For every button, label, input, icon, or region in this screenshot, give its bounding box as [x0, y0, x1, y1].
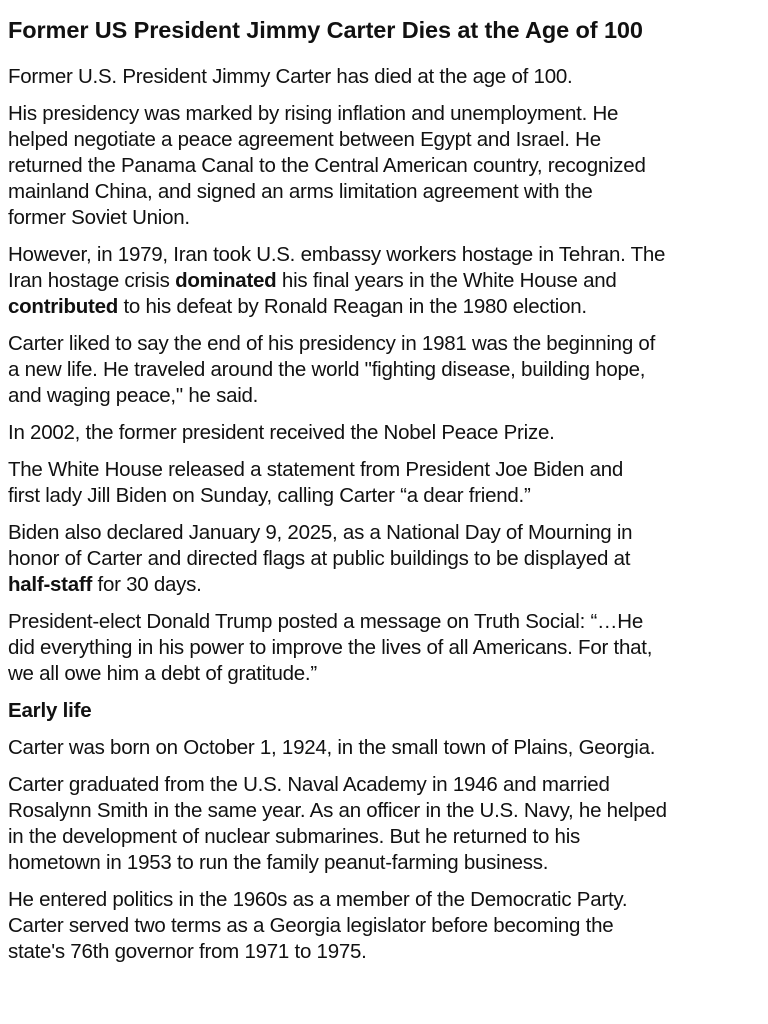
text-line: did everything in his power to improve the lives of all Americans. For that,	[8, 636, 653, 659]
text-line: Biden also declared January 9, 2025, as a National Day of Mourning in	[8, 521, 633, 544]
text-line: returned the Panama Canal to the Central American country, recognized	[8, 154, 646, 177]
text-line: His presidency was marked by rising inflation and unemployment. He	[8, 102, 619, 125]
text-line: hometown in 1953 to run the family peanut-farming business.	[8, 851, 549, 874]
bold-term-half-staff: half-staff	[8, 573, 93, 596]
text-line: Rosalynn Smith in the same year. As an officer in the U.S. Navy, he helped	[8, 799, 667, 822]
paragraph-trump-message	[8, 609, 760, 687]
text-line: first lady Jill Biden on Sunday, calling Carter “a dear friend.”	[8, 484, 531, 507]
paragraph-naval-career	[8, 772, 760, 876]
text-line	[8, 294, 760, 320]
article-title: Former US President Jimmy Carter Dies at the Age of 100	[8, 17, 643, 43]
text-line: we all owe him a debt of gratitude.”	[8, 662, 317, 685]
text-line: former Soviet Union.	[8, 206, 190, 229]
text-line: The White House released a statement from President Joe Biden and	[8, 458, 624, 481]
text-line	[8, 268, 760, 294]
bold-term-dominated: dominated	[175, 269, 277, 292]
text-line	[8, 572, 760, 598]
paragraph-political-career	[8, 887, 760, 965]
text-line: He entered politics in the 1960s as a member of the Democratic Party.	[8, 888, 628, 911]
text-line: in the development of nuclear submarines. But he returned to his	[8, 825, 581, 848]
text-segment: his final years in the White House and	[276, 269, 617, 292]
text-line: However, in 1979, Iran took U.S. embassy workers hostage in Tehran. The	[8, 243, 666, 266]
paragraph-white-house-statement	[8, 457, 760, 509]
text-line: and waging peace," he said.	[8, 384, 259, 407]
paragraph-presidency	[8, 101, 760, 231]
text-line: Carter graduated from the U.S. Naval Academy in 1946 and married	[8, 773, 610, 796]
paragraph-birth	[8, 735, 760, 761]
text-line: helped negotiate a peace agreement between Egypt and Israel. He	[8, 128, 601, 151]
text-line: Former U.S. President Jimmy Carter has died at the age of 100.	[8, 65, 573, 88]
bold-term-contributed: contributed	[8, 295, 118, 318]
paragraph-post-presidency	[8, 331, 760, 409]
text-segment: Iran hostage crisis	[8, 269, 176, 292]
text-line: In 2002, the former president received the Nobel Peace Prize.	[8, 421, 555, 444]
text-line: honor of Carter and directed flags at public buildings to be displayed at	[8, 547, 631, 570]
text-line: a new life. He traveled around the world "fighting disease, building hope,	[8, 358, 646, 381]
text-segment: to his defeat by Ronald Reagan in the 1980 election.	[118, 295, 587, 318]
text-line: mainland China, and signed an arms limitation agreement with the	[8, 180, 593, 203]
text-line: Carter liked to say the end of his presidency in 1981 was the beginning of	[8, 332, 656, 355]
paragraph-day-of-mourning	[8, 520, 760, 598]
text-segment: for 30 days.	[92, 573, 202, 596]
section-heading-early-life: Early life	[8, 699, 92, 722]
article	[8, 14, 760, 976]
paragraph-nobel-prize	[8, 420, 760, 446]
text-line: Carter was born on October 1, 1924, in the small town of Plains, Georgia.	[8, 736, 656, 759]
paragraph-death-announcement	[8, 64, 760, 90]
text-line: President-elect Donald Trump posted a message on Truth Social: “…He	[8, 610, 644, 633]
paragraph-hostage-crisis	[8, 242, 760, 320]
text-line: state's 76th governor from 1971 to 1975.	[8, 940, 367, 963]
text-line: Carter served two terms as a Georgia legislator before becoming the	[8, 914, 614, 937]
